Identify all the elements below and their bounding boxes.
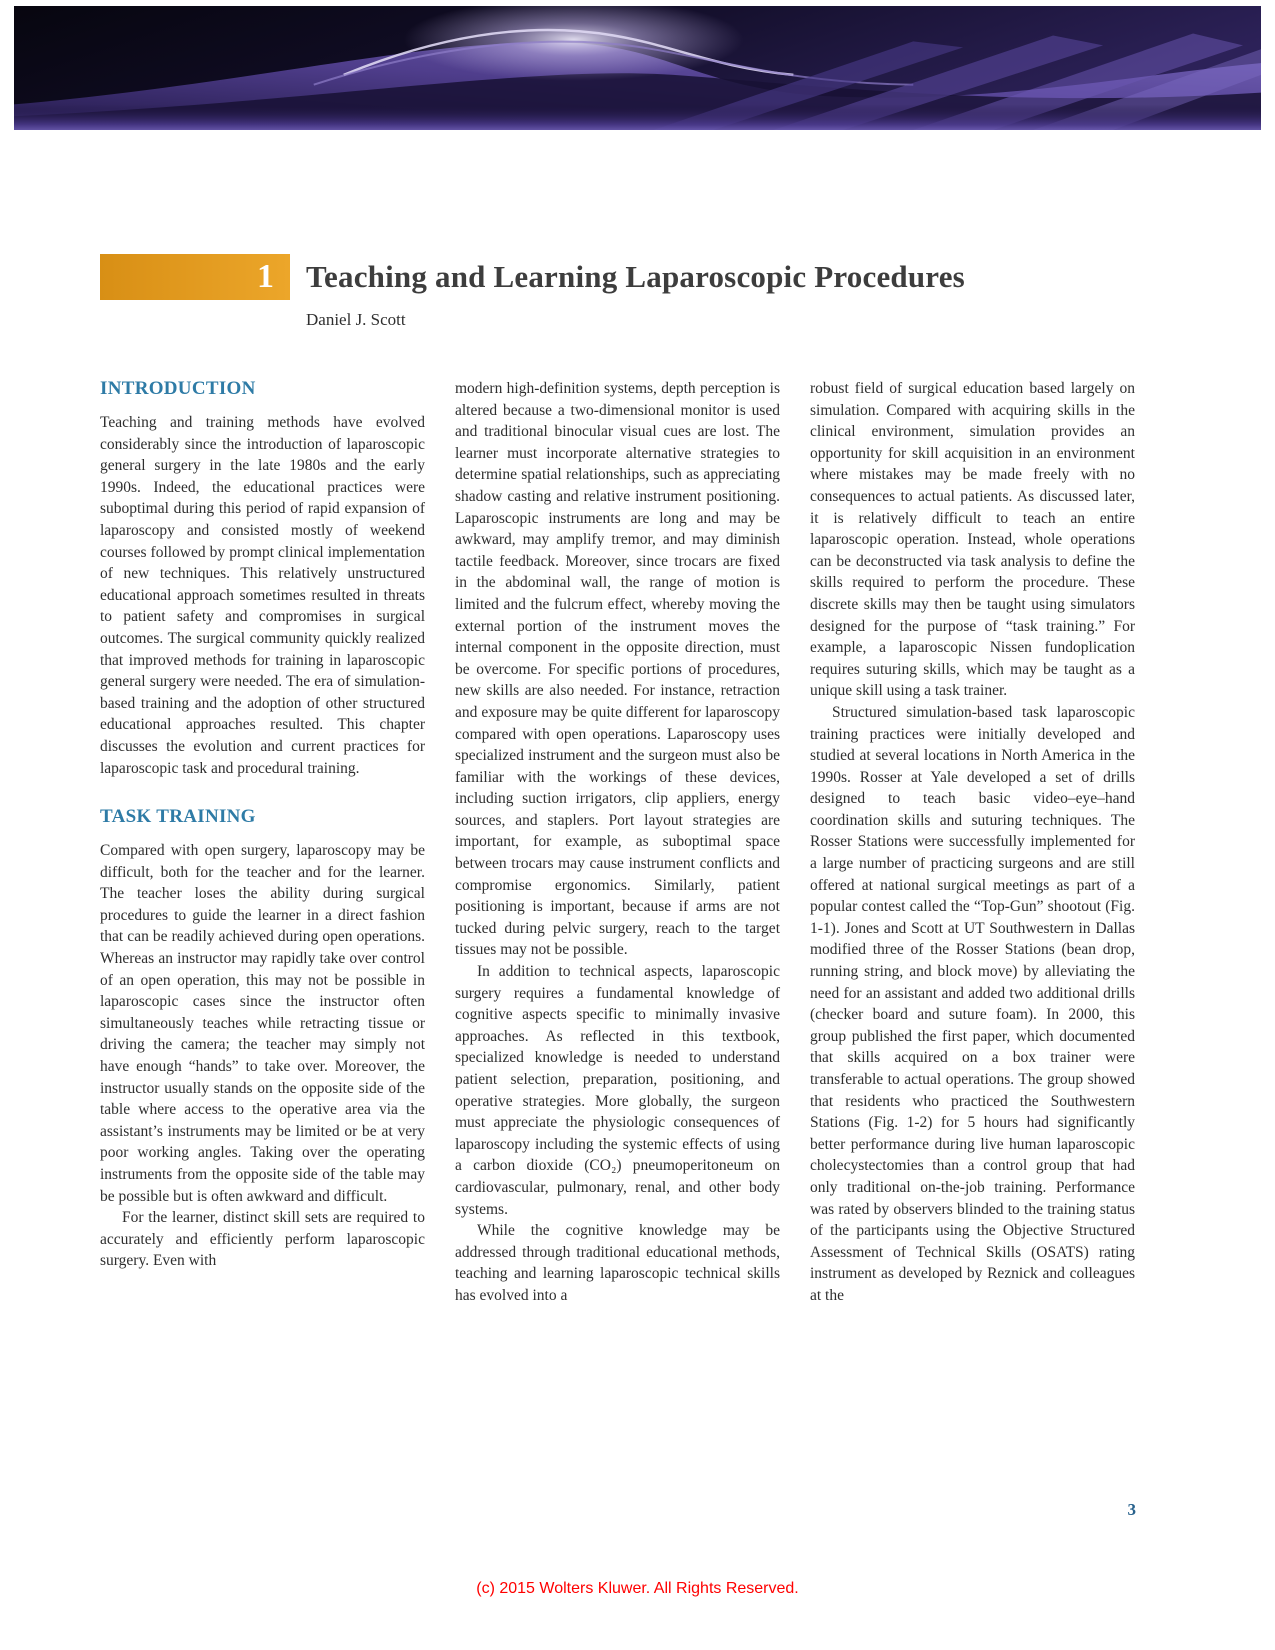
paragraph: Teaching and training methods have evolved considerably since the introduction of laparoscopic general surgery in the late 1980s and the early 1990s. Indeed, the educational practices were suboptimal during this period of rapid expansion of laparoscopy and consisted mostly of weekend courses followed by prompt clinical implementation of new techniques. This relatively unstructured educational approach sometimes resulted in threats to patient safety and compromises in surgical outcomes. The surgical community quickly realized that improved methods for training in laparoscopic general surgery were needed. The era of simulation-based training and the adoption of other structured educational approaches resulted. This chapter discusses the evolution and current practices for laparoscopic task and procedural training. xyxy=(100,414,425,777)
copyright-footer: (c) 2015 Wolters Kluwer. All Rights Reserved. xyxy=(476,1580,799,1597)
column-3 xyxy=(810,378,1135,1307)
column-1 xyxy=(100,378,425,1307)
paragraph: In addition to technical aspects, laparoscopic surgery requires a fundamental knowledge of cognitive aspects specific to minimally invasive approaches. As reflected in this textbook, specialized knowledge is needed to understand patient selection, preparation, positioning, and operative strategies. More globally, the surgeon must appreciate the physiologic consequences of laparoscopy including the systemic effects of using a carbon dioxide (CO₂) pneumoperitoneum on cardiovascular, pulmonary, renal, and other body systems. xyxy=(455,963,780,1218)
paragraph: Compared with open surgery, laparoscopy may be difficult, both for the teacher and for the learner. The teacher loses the ability during surgical procedures to guide the learner in a direct fashion that can be readily achieved during open operations. Whereas an instructor may rapidly take over control of an open operation, this may not be possible in laparoscopic cases since the instructor often simultaneously teaches while retracting tissue or driving the camera; the teacher may simply not have enough “hands” to take over. Moreover, the instructor usually stands on the opposite side of the table where access to the operative area via the assistant’s instruments may be limited or be at very poor working angles. Taking over the operating instruments from the opposite side of the table may be possible but is often awkward and difficult. xyxy=(100,842,425,1205)
banner-image xyxy=(14,6,1261,130)
paragraph: While the cognitive knowledge may be addressed through traditional educational methods, teaching and learning laparoscopic technical skills has evolved into a xyxy=(455,1222,780,1304)
chapter-number-block xyxy=(100,254,290,300)
paragraph: robust field of surgical education based largely on simulation. Compared with acquiring skills in the clinical environment, simulation provides an opportunity for skill acquisition in an environment where mistakes may be made freely with no consequences to actual patients. As discussed later, it is relatively difficult to teach an entire laparoscopic operation. Instead, whole operations can be deconstructed via task analysis to define the skills required to perform the procedure. These discrete skills may then be taught using simulators designed for the purpose of “task training.” For example, a laparoscopic Nissen fundoplication requires suturing skills, which may be taught as a unique skill using a task trainer. xyxy=(810,380,1135,700)
page-body xyxy=(100,378,1136,1307)
page-number: 3 xyxy=(1127,1500,1136,1519)
chapter-header xyxy=(100,254,965,300)
paragraph: For the learner, distinct skill sets are required to accurately and efficiently perform laparoscopic surgery. Even with xyxy=(100,1209,425,1270)
banner-wave-graphic xyxy=(14,6,1261,130)
paragraph: Structured simulation-based task laparoscopic training practices were initially developed and studied at several locations in North America in the 1990s. Rosser at Yale developed a set of drills designed to teach basic video–eye–hand coordination skills and suturing techniques. The Rosser Stations were successfully implemented for a large number of practicing surgeons and are still offered at national surgical meetings as part of a popular contest called the “Top-Gun” shootout (Fig. 1-1). Jones and Scott at UT Southwestern in Dallas modified three of the Rosser Stations (bean drop, running string, and block move) by alleviating the need for an assistant and added two additional drills (checker board and suture foam). In 2000, this group published the first paper, which documented that skills acquired on a box trainer were transferable to actual operations. The group showed that residents who practiced the Southwestern Stations (Fig. 1-2) for 5 hours had significantly better performance during live human laparoscopic cholecystectomies than a control group that had only traditional on-the-job training. Performance was rated by observers blinded to the training status of the participants using the Objective Structured Assessment of Technical Skills (OSATS) rating instrument as developed by Reznick and colleagues at the xyxy=(810,703,1135,1304)
page-title: Teaching and Learning Laparoscopic Procedures xyxy=(306,259,965,294)
column-2 xyxy=(455,378,780,1307)
section-heading: TASK TRAINING xyxy=(100,806,256,828)
paragraph: modern high-definition systems, depth perception is altered because a two-dimensional monitor is used and traditional binocular visual cues are lost. The learner must incorporate alternative strategies to determine spatial relationships, such as appreciating shadow casting and relative instrument positioning. Laparoscopic instruments are long and may be awkward, may amplify tremor, and may diminish tactile feedback. Moreover, since trocars are fixed in the abdominal wall, the range of motion is limited and the fulcrum effect, whereby moving the external portion of the instrument moves the internal component in the opposite direction, must be overcome. For specific portions of procedures, new skills are also needed. For instance, retraction and exposure may be quite different for laparoscopy compared with open operations. Laparoscopy uses specialized instrument and the surgeon must also be familiar with the workings of these devices, including suction irrigators, clip appliers, energy sources, and staplers. Port layout strategies are important, for example, as suboptimal space between trocars may cause instrument conflicts and compromise ergonomics. Similarly, patient positioning is important, because if arms are not tucked during pelvic surgery, reach to the target tissues may not be possible. xyxy=(455,380,780,959)
chapter-number: 1 xyxy=(257,258,274,295)
author-name: Daniel J. Scott xyxy=(306,310,406,329)
section-heading: INTRODUCTION xyxy=(100,378,256,399)
